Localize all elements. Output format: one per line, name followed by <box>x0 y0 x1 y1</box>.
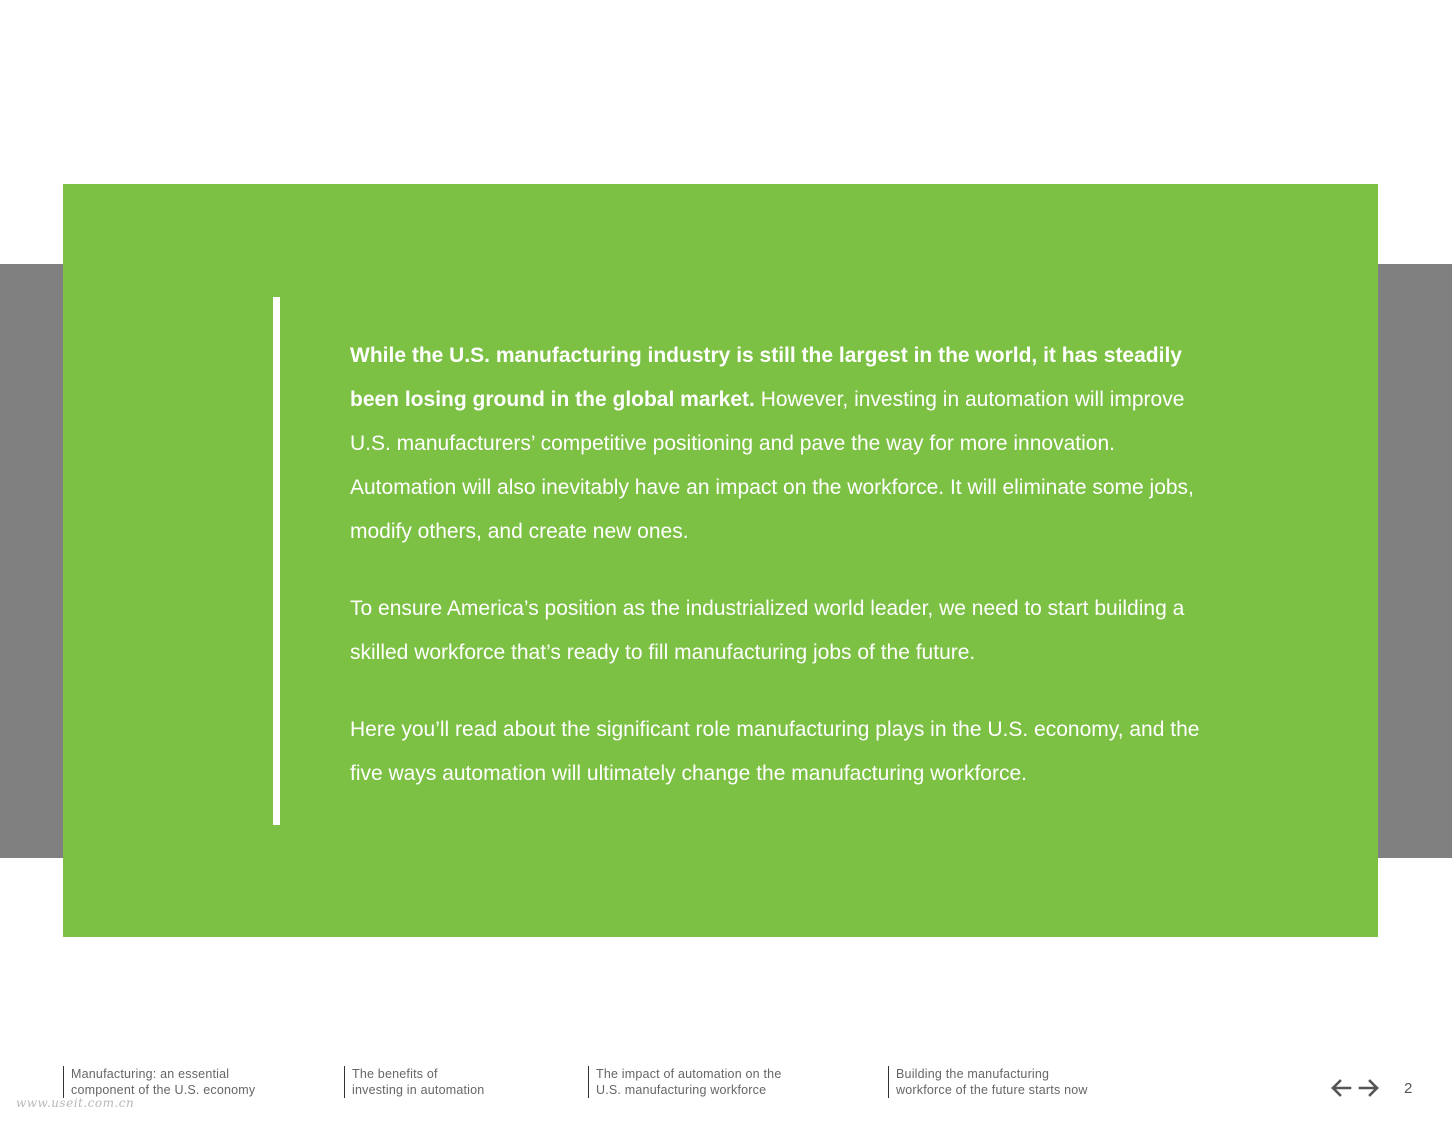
intro-paragraph-3: Here you’ll read about the significant role manufacturing plays in the U.S. economy, and the five ways automation will ultimately change the manufacturing workforce. <box>350 718 1200 785</box>
nav-section-building-line2: workforce of the future starts now <box>896 1083 1088 1097</box>
nav-section-building-line1: Building the manufacturing <box>896 1067 1050 1081</box>
nav-section-impact[interactable] <box>588 1066 781 1098</box>
footer-navigation <box>0 1064 1452 1104</box>
intro-text <box>350 334 1200 829</box>
intro-paragraph-2: To ensure America’s position as the industrialized world leader, we need to start building a skilled workforce that’s ready to fill manufacturing jobs of the future. <box>350 597 1185 664</box>
nav-section-benefits[interactable] <box>344 1066 484 1098</box>
nav-section-building[interactable] <box>888 1066 1088 1098</box>
intro-paragraph-1 <box>350 334 1200 554</box>
quote-bar <box>273 297 280 825</box>
nav-section-benefits-line2: investing in automation <box>352 1083 485 1097</box>
page-arrows <box>1330 1078 1380 1098</box>
intro-lead-rest: However, investing in automation will improve U.S. manufacturers’ competitive positioning and pave the way for more innovation. Automation will also inevitably have an impact on the workforce. It will eliminate some jobs, modify others, and create new ones. <box>350 388 1194 543</box>
nav-section-impact-line1: The impact of automation on the <box>596 1067 782 1081</box>
intro-lead-bold: While the U.S. manufacturing industry is still the largest in the world, it has steadily been losing ground in the global market. <box>350 344 1182 411</box>
arrow-right-icon[interactable] <box>1358 1078 1380 1098</box>
arrow-left-icon[interactable] <box>1330 1078 1352 1098</box>
watermark: www.useit.com.cn <box>16 1096 135 1110</box>
nav-section-economy-line1: Manufacturing: an essential <box>71 1067 230 1081</box>
intro-panel <box>63 184 1378 937</box>
nav-section-economy-line2: component of the U.S. economy <box>71 1083 256 1097</box>
page-number: 2 <box>1404 1080 1413 1097</box>
nav-section-impact-line2: U.S. manufacturing workforce <box>596 1083 767 1097</box>
nav-section-economy[interactable] <box>63 1066 255 1098</box>
nav-section-benefits-line1: The benefits of <box>352 1067 438 1081</box>
